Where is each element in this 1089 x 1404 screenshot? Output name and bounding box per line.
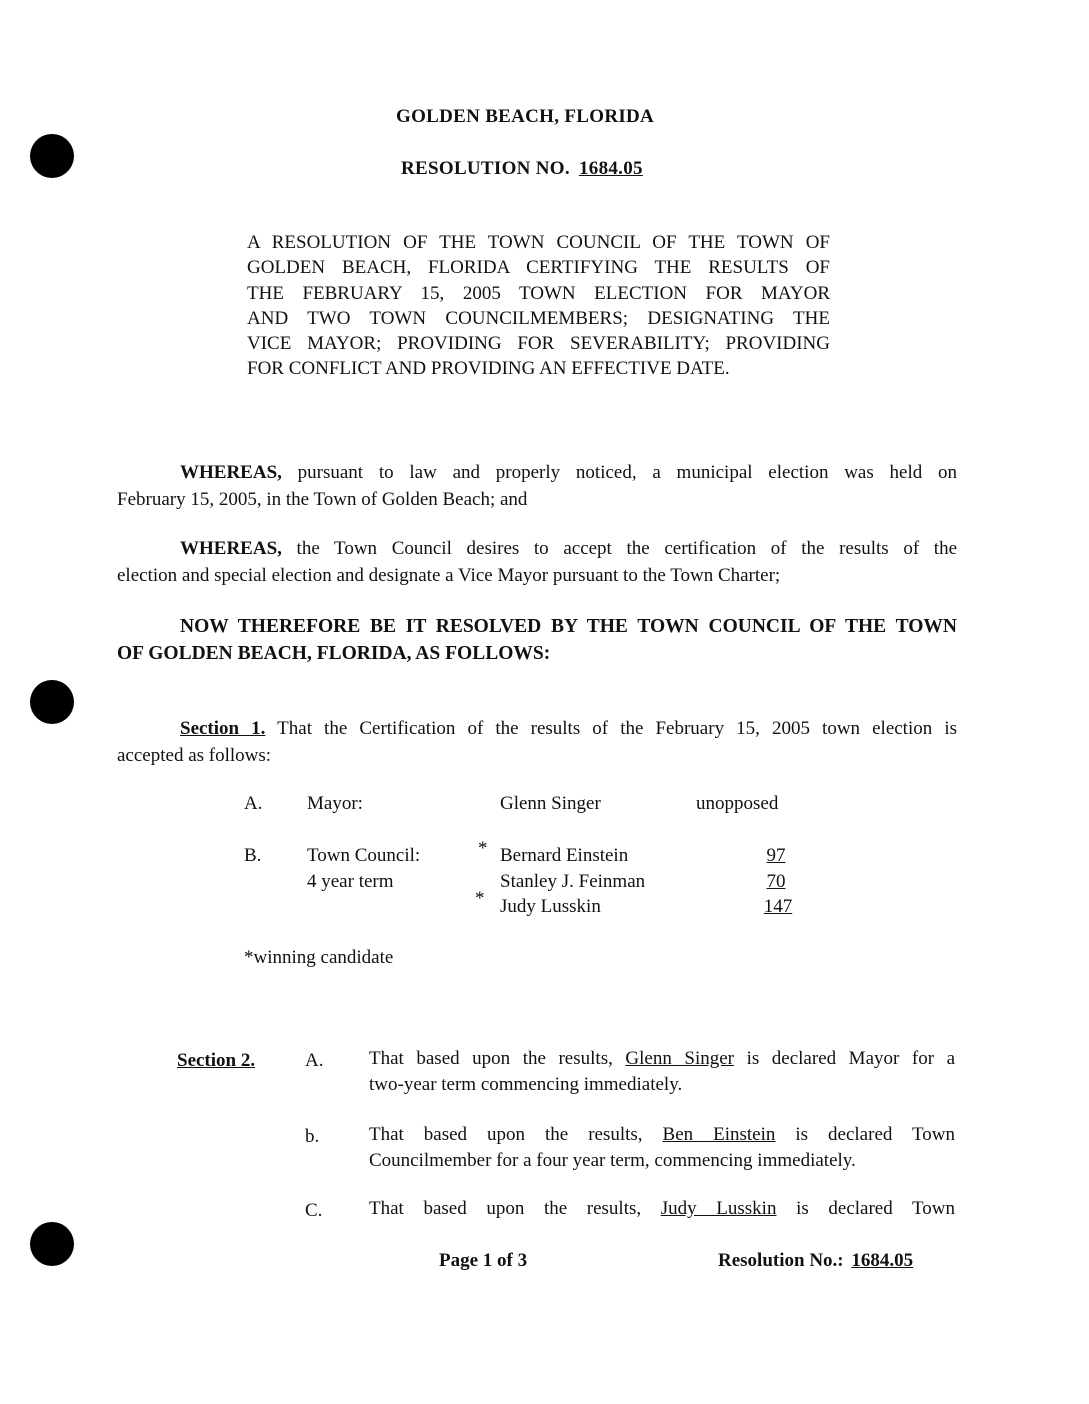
candidate-name: Judy Lusskin xyxy=(500,896,601,917)
candidate-name: Stanley J. Feinman xyxy=(500,871,646,892)
page-number: Page 1 of 3 xyxy=(439,1250,528,1271)
footer-resolution-label: Resolution No.: xyxy=(718,1250,844,1271)
candidate-name: Bernard Einstein xyxy=(500,845,629,866)
title-line: A RESOLUTION OF THE TOWN COUNCIL OF THE TOWN OF xyxy=(247,232,830,253)
item-text: That based upon the results, xyxy=(369,1124,643,1145)
declared-name: Ben Einstein xyxy=(662,1124,776,1145)
title-line: GOLDEN BEACH, FLORIDA CERTIFYING THE RESULTS OF xyxy=(247,257,830,279)
punch-hole-top xyxy=(30,134,74,178)
item-text: Councilmember for a four year term, commencing immediately. xyxy=(369,1150,856,1171)
section-1 xyxy=(117,715,957,769)
section-2-label: Section 2. xyxy=(177,1050,256,1071)
whereas-text: February 15, 2005, in the Town of Golden Beach; and xyxy=(117,489,528,510)
resolved-clause xyxy=(117,613,957,667)
result-mayor-status: unopposed xyxy=(696,793,779,814)
whereas-lead: WHEREAS, xyxy=(180,538,282,559)
result-office-mayor: Mayor: xyxy=(307,793,363,814)
resolved-line: OF GOLDEN BEACH, FLORIDA, AS FOLLOWS: xyxy=(117,643,551,664)
whereas-text: the Town Council desires to accept the certification of the results of the xyxy=(296,538,958,559)
winner-star: * xyxy=(475,888,485,909)
whereas-text: pursuant to law and properly noticed, a municipal election was held on xyxy=(297,462,957,483)
winner-star: * xyxy=(478,838,488,859)
document-place-heading: GOLDEN BEACH, FLORIDA xyxy=(396,106,655,127)
result-candidate-mayor: Glenn Singer xyxy=(500,793,601,814)
result-office-council: Town Council: xyxy=(307,845,421,866)
result-council-term: 4 year term xyxy=(307,871,394,892)
item-text: That based upon the results, xyxy=(369,1198,642,1219)
item-text: That based upon the results, xyxy=(369,1048,613,1069)
title-line: FOR CONFLICT AND PROVIDING AN EFFECTIVE DATE. xyxy=(247,358,730,380)
declared-name: Glenn Singer xyxy=(625,1048,734,1069)
candidate-votes: 147 xyxy=(763,896,793,917)
resolution-label: RESOLUTION NO. xyxy=(401,158,570,179)
resolution-number: 1684.05 xyxy=(578,158,643,179)
section-1-label: Section 1. xyxy=(180,718,266,739)
resolution-number-heading xyxy=(401,158,647,180)
section-2-item-letter: C. xyxy=(305,1200,323,1221)
item-text: two-year term commencing immediately. xyxy=(369,1074,683,1095)
title-line: VICE MAYOR; PROVIDING FOR SEVERABILITY; PROVIDING xyxy=(247,333,830,355)
section-2-item-b xyxy=(369,1122,955,1174)
footer-resolution-number xyxy=(718,1250,916,1272)
item-text: is declared Town xyxy=(795,1124,956,1145)
footer-resolution-value: 1684.05 xyxy=(851,1250,914,1271)
result-letter-b: B. xyxy=(244,845,262,866)
item-text: is declared Town xyxy=(796,1198,956,1219)
section-2-item-letter: b. xyxy=(305,1126,320,1147)
candidate-votes: 97 xyxy=(766,845,786,866)
whereas-lead: WHEREAS, xyxy=(180,462,282,483)
title-line: THE FEBRUARY 15, 2005 TOWN ELECTION FOR MAYOR xyxy=(247,282,830,304)
whereas-paragraph-1 xyxy=(117,459,957,513)
whereas-text: election and special election and designate a Vice Mayor pursuant to the Town Charter; xyxy=(117,565,781,586)
whereas-paragraph-2 xyxy=(117,535,957,589)
result-letter-a: A. xyxy=(244,793,263,814)
candidate-votes: 70 xyxy=(766,871,786,892)
section-2-item-c xyxy=(369,1196,955,1222)
punch-hole-bottom xyxy=(30,1222,74,1266)
section-2-item-a xyxy=(369,1046,955,1098)
winning-candidate-footnote: *winning candidate xyxy=(244,947,394,968)
title-line: AND TWO TOWN COUNCILMEMBERS; DESIGNATING THE xyxy=(247,307,830,329)
declared-name: Judy Lusskin xyxy=(660,1198,777,1219)
item-text: is declared Mayor for a xyxy=(746,1048,956,1069)
section-1-text: accepted as follows: xyxy=(117,745,272,766)
resolved-line: NOW THEREFORE BE IT RESOLVED BY THE TOWN COUNCIL OF THE TOWN xyxy=(180,616,957,637)
resolution-title xyxy=(247,230,830,382)
section-2-item-letter: A. xyxy=(305,1050,324,1071)
section-1-text: That the Certification of the results of the February 15, 2005 town election is xyxy=(277,718,957,739)
punch-hole-middle xyxy=(30,680,74,724)
